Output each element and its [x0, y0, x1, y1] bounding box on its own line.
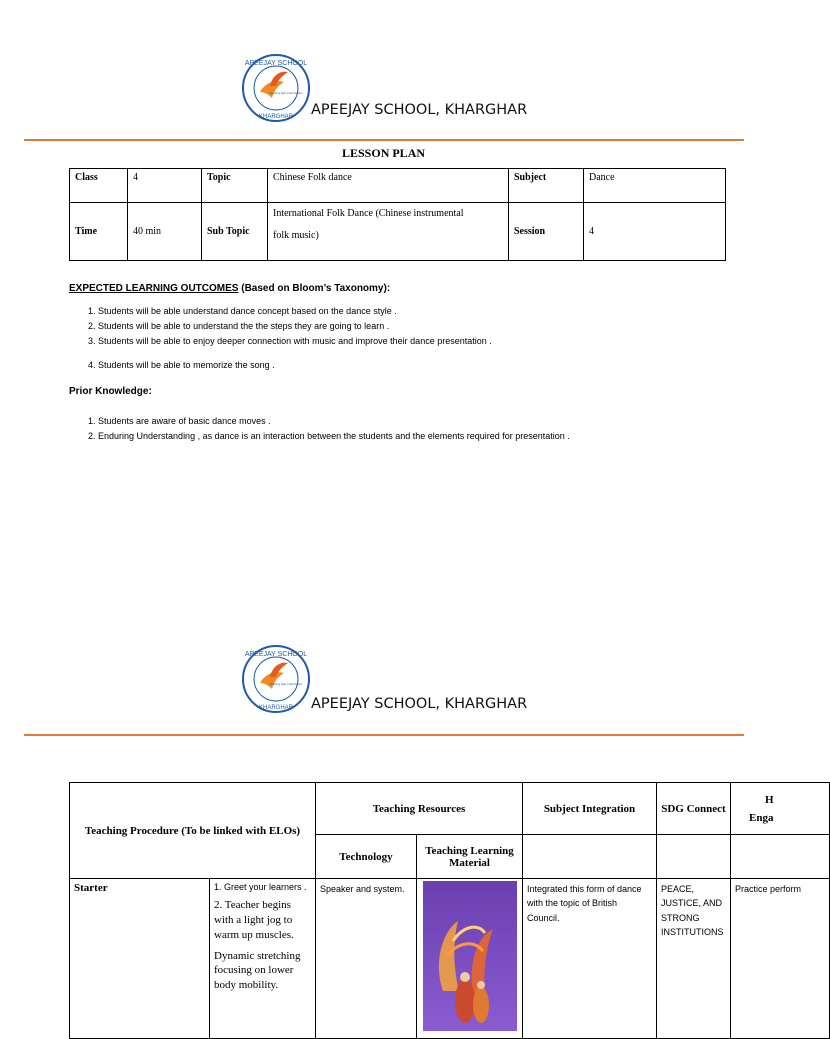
list-item: 2. Enduring Understanding , as dance is an interaction between the students and the elements required for presentation .	[88, 431, 570, 441]
empty-cell	[523, 835, 657, 879]
subtopic-line-1: International Folk Dance (Chinese instrumental	[273, 208, 464, 219]
header-divider	[24, 139, 744, 141]
empty-cell	[731, 835, 830, 879]
subtopic-line-2: folk music)	[273, 230, 319, 241]
time-label: Time	[70, 203, 128, 261]
prior-knowledge-heading: Prior Knowledge:	[69, 386, 152, 397]
svg-text:KHARGHAR: KHARGHAR	[258, 114, 294, 120]
subtopic-value	[268, 203, 509, 261]
school-name: APEEJAY SCHOOL, KHARGHAR	[311, 102, 528, 118]
list-item: 1. Students are aware of basic dance moves .	[88, 416, 271, 426]
list-item: 3. Students will be able to enjoy deeper connection with music and improve their dance presentation .	[88, 336, 492, 346]
starter-step-3: Dynamic stretching focusing on lower body mobility.	[214, 949, 301, 992]
subtopic-label: Sub Topic	[202, 203, 268, 261]
sdg-header: SDG Connect	[657, 783, 731, 835]
school-logo	[240, 643, 312, 720]
svg-text:APEEJAY SCHOOL: APEEJAY SCHOOL	[244, 651, 308, 658]
list-item: 4. Students will be able to memorize the song .	[88, 360, 275, 370]
procedure-header: Teaching Procedure (To be linked with ELOs)	[70, 783, 316, 879]
class-label: Class	[70, 169, 128, 203]
starter-tlm	[417, 879, 523, 1039]
starter-label: Starter	[70, 879, 210, 1039]
school-name: APEEJAY SCHOOL, KHARGHAR	[311, 696, 528, 712]
svg-text:KHARGHAR: KHARGHAR	[258, 705, 294, 711]
time-value: 40 min	[128, 203, 202, 261]
lesson-info-table	[69, 168, 726, 261]
starter-step-2: 2. Teacher begins with a light jog to warm up muscles.	[214, 899, 294, 941]
subject-value: Dance	[584, 169, 726, 203]
procedure-table-viewport	[69, 782, 802, 1024]
resources-header: Teaching Resources	[316, 783, 523, 835]
starter-sdg: PEACE, JUSTICE, AND STRONG INSTITUTIONS	[657, 879, 731, 1039]
holistic-header-partial: H	[765, 793, 774, 806]
elo-heading-underlined: EXPECTED LEARNING OUTCOMES	[69, 283, 239, 294]
engagement-header-partial: Enga	[749, 811, 774, 824]
svg-text:Teaching High is My Mission: Teaching High is My Mission	[269, 683, 303, 686]
elo-heading	[69, 283, 390, 294]
dance-image	[423, 881, 517, 1031]
topic-label: Topic	[202, 169, 268, 203]
starter-step-1: 1. Greet your learners .	[214, 882, 307, 892]
starter-technology: Speaker and system.	[316, 879, 417, 1039]
svg-text:Teaching High is My Mission: Teaching High is My Mission	[269, 92, 303, 95]
svg-text:APEEJAY SCHOOL: APEEJAY SCHOOL	[244, 60, 308, 67]
empty-cell	[657, 835, 731, 879]
list-item: 2. Students will be able to understand the the steps they are going to learn .	[88, 321, 390, 331]
procedure-table	[69, 782, 830, 1039]
starter-procedure	[210, 879, 316, 1039]
list-item: 1. Students will be able understand dance concept based on the dance style .	[88, 306, 397, 316]
header-divider	[24, 734, 744, 736]
page-title: LESSON PLAN	[342, 146, 426, 160]
session-label: Session	[509, 203, 584, 261]
topic-value: Chinese Folk dance	[268, 169, 509, 203]
session-value: 4	[584, 203, 726, 261]
integration-header: Subject Integration	[523, 783, 657, 835]
school-logo	[240, 52, 312, 129]
holistic-engagement-header	[731, 783, 830, 835]
technology-header: Technology	[316, 835, 417, 879]
elo-heading-rest: (Based on Bloom’s Taxonomy):	[238, 283, 391, 294]
class-value: 4	[128, 169, 202, 203]
starter-integration: Integrated this form of dance with the topic of British Council.	[523, 879, 657, 1039]
starter-engagement: Practice perform	[731, 879, 830, 1039]
subject-label: Subject	[509, 169, 584, 203]
tlm-header: Teaching Learning Material	[417, 835, 523, 879]
